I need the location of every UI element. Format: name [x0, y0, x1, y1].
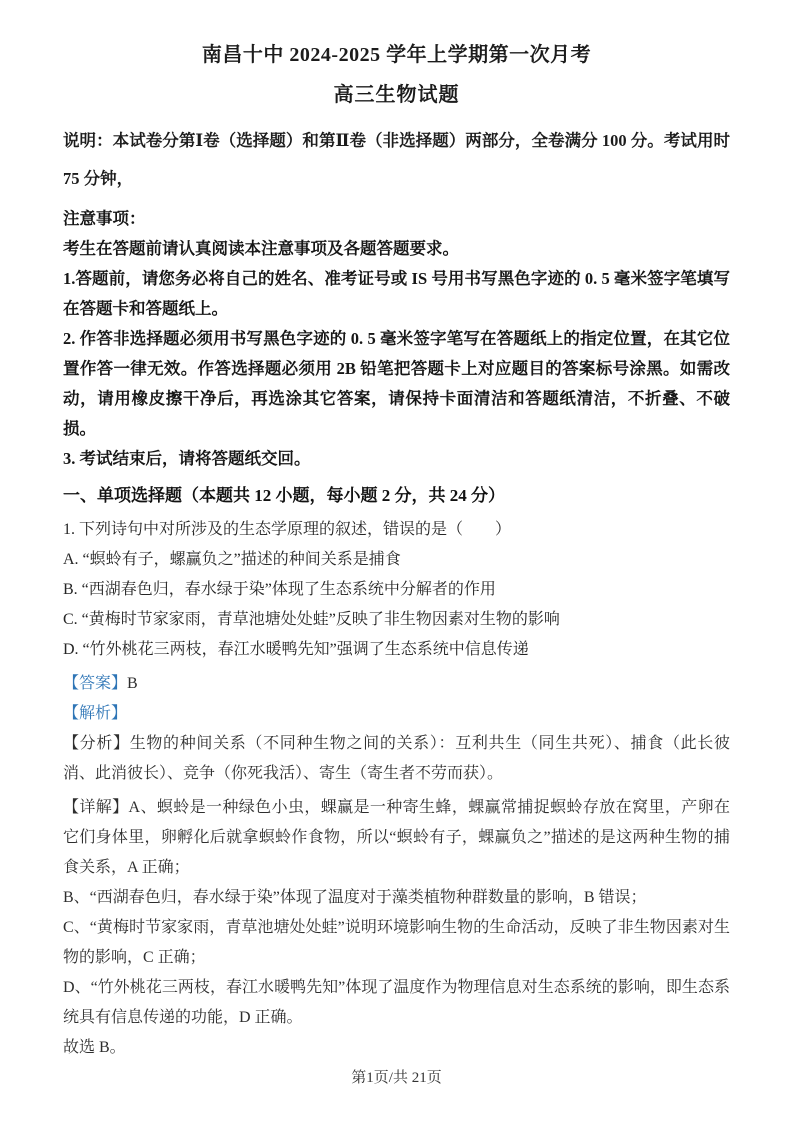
detail-paragraph-b: B、“西湖春色归，春水绿于染”体现了温度对于藻类植物种群数量的影响，B 错误；	[63, 889, 647, 906]
section-heading: 一、单项选择题（本题共 12 小题，每小题 2 分，共 24 分）	[63, 486, 505, 505]
notice-heading: 注意事项：	[63, 209, 146, 228]
analysis-text: 生物的种间关系（不同种生物之间的关系）：互利共生（同生共死）、捕食（此长彼消、此消彼长）、竞争（你死我活）、寄生（寄生者不劳而获）。	[63, 735, 730, 782]
conclusion: 故选 B。	[63, 1039, 126, 1056]
analysis-heading: 【解析】	[63, 705, 128, 722]
question-1-option-d: D. “竹外桃花三两枝，春江水暖鸭先知”强调了生态系统中信息传递	[63, 641, 529, 658]
detail-paragraph-a	[63, 793, 730, 883]
notice-item-1: 1.答题前，请您务必将自己的姓名、准考证号或 IS 号用书写黑色字迹的 0. 5 毫米签字笔填写在答题卡和答题纸上。	[63, 269, 730, 318]
detail-paragraph-d: D、“竹外桃花三两枝，春江水暖鸭先知”体现了温度作为物理信息对生态系统的影响，即生态系统具有信息传递的功能，D 正确。	[63, 979, 730, 1026]
answer-line	[63, 669, 730, 699]
detail-label: 【详解】	[63, 799, 129, 816]
question-1-option-b: B. “西湖春色归，春水绿于染”体现了生态系统中分解者的作用	[63, 581, 496, 598]
analysis-heading-line	[63, 699, 730, 729]
question-1-option-a: A. “螟蛉有子，螺赢负之”描述的种间关系是捕食	[63, 551, 401, 568]
detail-text-a: A、螟蛉是一种绿色小虫，蜾赢是一种寄生蜂，蜾赢常捕捉螟蛉存放在窝里，产卵在它们身体里，卵孵化后就拿螟蛉作食物，所以“螟蛉有子，蜾赢负之”描述的是这两种生物的捕食关系，A 正确；	[63, 799, 730, 876]
notice-lead: 考生在答题前请认真阅读本注意事项及各题答题要求。	[63, 239, 459, 258]
exam-intro-note: 说明：本试卷分第Ⅰ卷（选择题）和第Ⅱ卷（非选择题）两部分，全卷满分 100 分。考试用时 75 分钟，	[63, 131, 730, 188]
answer-value: B	[127, 675, 138, 692]
page-footer: 第1页/共 21页	[351, 1070, 442, 1086]
question-1-option-c: C. “黄梅时节家家雨，青草池塘处处蛙”反映了非生物因素对生物的影响	[63, 611, 560, 628]
exam-title: 南昌十中 2024-2025 学年上学期第一次月考	[201, 44, 592, 66]
exam-subtitle: 高三生物试题	[333, 84, 460, 106]
detail-paragraph-c: C、“黄梅时节家家雨，青草池塘处处蛙”说明环境影响生物的生命活动，反映了非生物因素对生物的影响，C 正确；	[63, 919, 730, 966]
notice-item-3: 3. 考试结束后，请将答题纸交回。	[63, 449, 311, 468]
analysis-label: 【分析】	[63, 735, 130, 752]
analysis-paragraph	[63, 729, 730, 789]
answer-label: 【答案】	[63, 675, 128, 692]
notice-item-2: 2. 作答非选择题必须用书写黑色字迹的 0. 5 毫米签字笔写在答题纸上的指定位置，在其它位置作答一律无效。作答选择题必须用 2B 铅笔把答题卡上对应题目的答案标号涂黑。如需改动，请用橡皮擦干净后，再选涂其它答案，请保持卡面清洁和答题纸清洁，不折叠、不破损。	[63, 329, 730, 438]
question-1-stem: 1. 下列诗句中对所涉及的生态学原理的叙述，错误的是（ ）	[63, 521, 512, 538]
